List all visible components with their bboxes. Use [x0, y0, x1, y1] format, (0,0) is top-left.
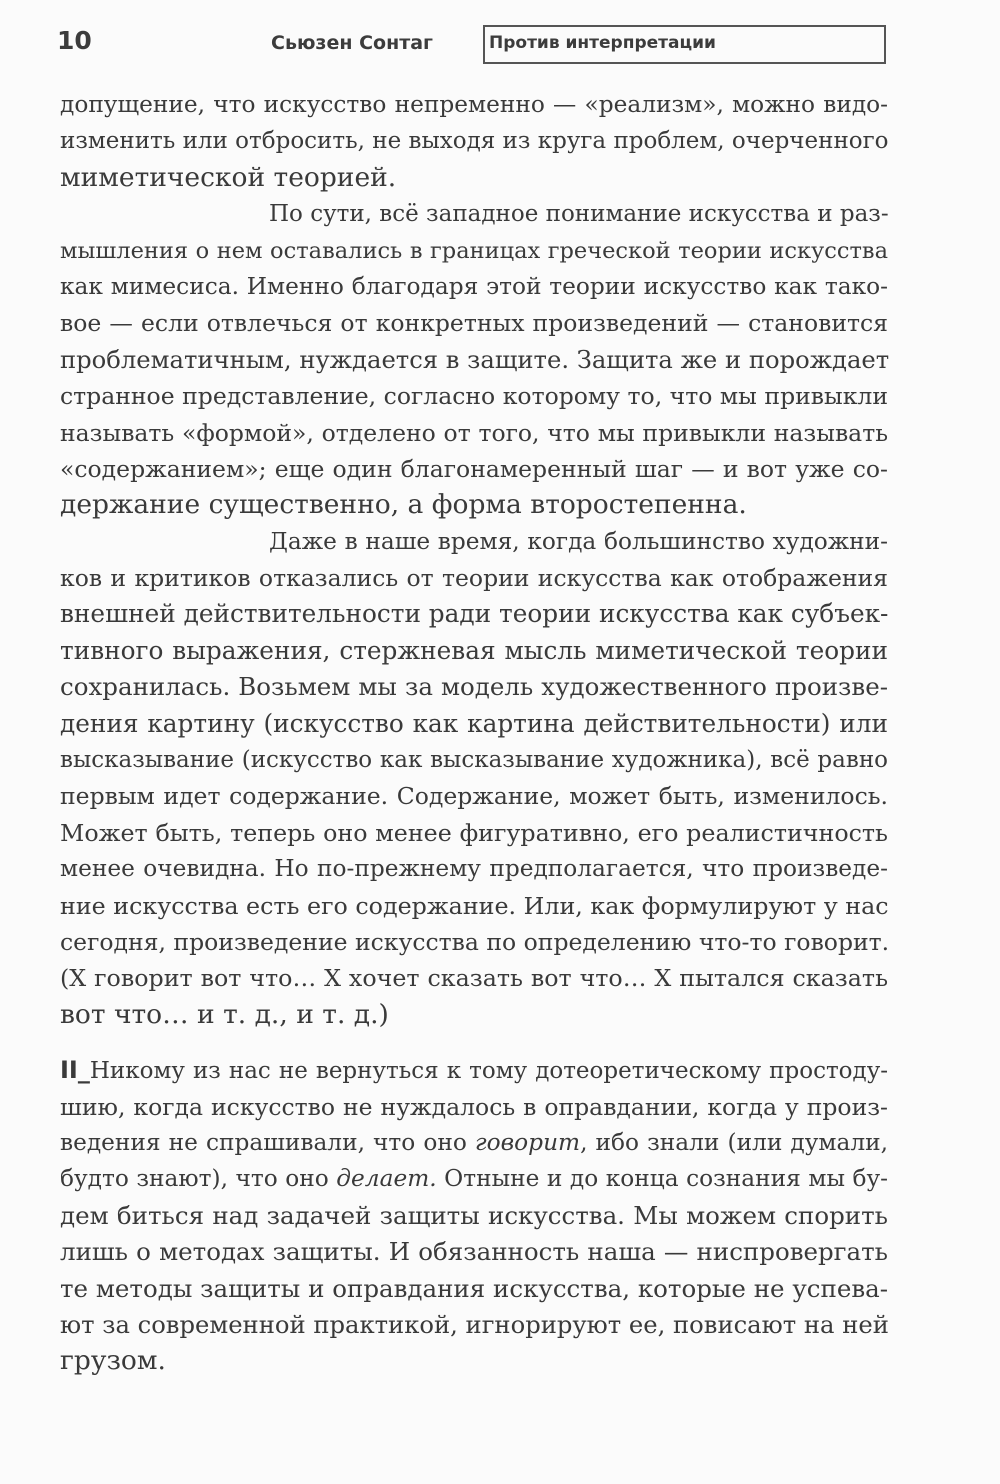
text-line: проблематичным, нуждается в защите. Защита же и порождает: [60, 344, 890, 374]
text-line: первым идет содержание. Содержание, может быть, изменилось.: [60, 782, 888, 811]
text-fragment: будто знают), что оно: [60, 1165, 337, 1193]
text-line-with-emphasis: [60, 1161, 888, 1197]
running-header: [0, 22, 1000, 70]
text-line: как мимесиса. Именно благодаря этой теории искусство как тако-: [60, 272, 888, 300]
text-fragment: ведения не спрашивали, что оно: [60, 1128, 475, 1156]
text-line-with-emphasis: [60, 1125, 888, 1161]
section-2: [60, 1052, 888, 1380]
paragraph-1: [60, 87, 888, 196]
text-line: ют за современной практикой, игнорируют ее, повисают на ней: [60, 1309, 889, 1339]
text-line: лишь о методах защиты. И обязанность наша — ниспровергать: [60, 1237, 888, 1267]
text-line: дем биться над задачей защиты искусства. Мы можем спорить: [60, 1200, 888, 1230]
text-line: грузом.: [60, 1345, 166, 1377]
text-line: миметической теорией.: [60, 161, 397, 193]
text-line: допущение, что искусство непременно — «реализм», можно видо-: [60, 91, 888, 118]
paragraph-2: [60, 196, 888, 524]
emphasis-govorit: говорит: [474, 1128, 581, 1156]
text-line: называть «формой», отделено от того, что мы привыкли называть: [60, 418, 888, 447]
text-line: шию, когда искусство не нуждалось в оправдании, когда у произ-: [60, 1092, 888, 1121]
text-line: сохранилась. Возьмем мы за модель художественного произве-: [60, 672, 888, 702]
running-title-box: Против интерпретации: [483, 25, 886, 64]
text-line: изменить или отбросить, не выходя из круга проблем, очерченного: [60, 128, 889, 155]
text-line: менее очевидна. Но по-прежнему предполагается, что произведе-: [60, 855, 888, 883]
text-line: дения картину (искусство как картина действительности) или: [60, 708, 888, 738]
text-line: вот что… и т. д., и т. д.): [60, 998, 389, 1030]
text-line: держание существенно, а форма второстепенна.: [60, 489, 747, 521]
text-line: Может быть, теперь оно менее фигуративно, его реалистичность: [60, 818, 888, 847]
text-line: те методы защиты и оправдания искусства, которые не успева-: [60, 1273, 888, 1303]
text-fragment: Никому из нас не вернуться к тому дотеоретическому простоду-: [89, 1058, 888, 1085]
text-fragment: , ибо знали (или думали,: [580, 1128, 888, 1156]
text-line: сегодня, произведение искусства по определению что-то говорит.: [60, 927, 890, 956]
text-line: ние искусства есть его содержание. Или, как формулируют у нас: [60, 891, 889, 920]
text-line: тивного выражения, стержневая мысль миметической теории: [60, 635, 888, 665]
text-line: мышления о нем оставались в границах греческой теории искусства: [60, 237, 888, 264]
text-fragment: Отныне и до конца сознания мы бу-: [436, 1165, 889, 1193]
text-line: «содержанием»; еще один благонамеренный шаг — и вот уже со-: [60, 454, 888, 483]
section-number: II_: [60, 1056, 90, 1085]
page-body: [60, 87, 888, 1380]
running-author: Сьюзен Сонтаг: [271, 32, 433, 54]
text-line: Даже в наше время, когда большинство художни-: [269, 527, 888, 555]
emphasis-delaet: делает.: [336, 1165, 437, 1193]
section-gap: [60, 1033, 888, 1052]
section-first-line: [60, 1052, 888, 1088]
text-line: внешней действительности ради теории искусства как субъек-: [60, 599, 889, 629]
text-line: (X говорит вот что… X хочет сказать вот что… X пытался сказать: [60, 964, 888, 993]
text-line: странное представление, согласно которому то, что мы привыкли: [60, 382, 888, 411]
page-number: 10: [57, 26, 92, 55]
paragraph-3: [60, 524, 888, 1033]
text-line: По сути, всё западное понимание искусства и раз-: [269, 201, 889, 228]
text-line: высказывание (искусство как высказывание художника), всё равно: [60, 747, 888, 774]
text-line: вое — если отвлечься от конкретных произведений — становится: [60, 309, 888, 338]
text-line: ков и критиков отказались от теории искусства как отображения: [60, 564, 888, 593]
